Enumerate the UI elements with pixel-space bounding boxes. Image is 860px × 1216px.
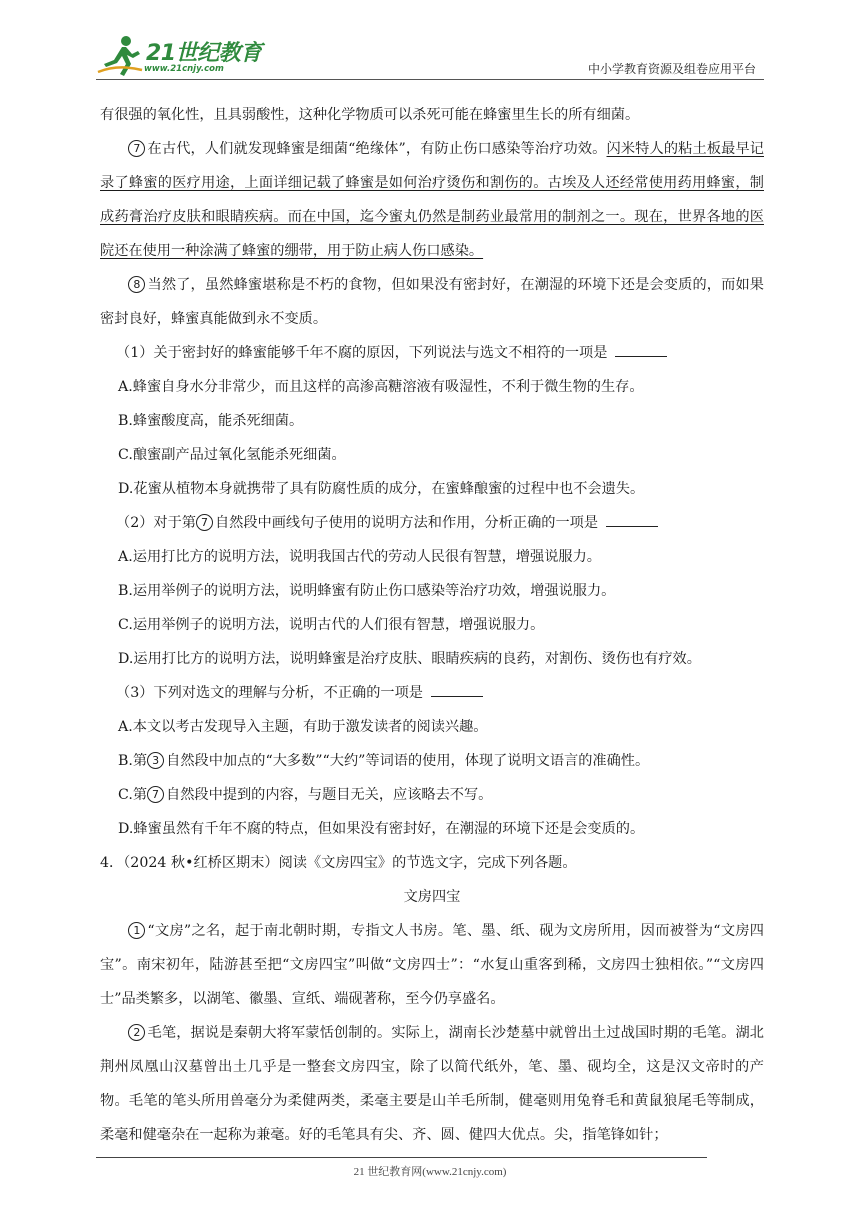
header-divider bbox=[96, 79, 764, 80]
option: D.花蜜从植物本身就携带了具有防腐性质的成分，在蜜蜂酿蜜的过程中也不会遗失。 bbox=[118, 481, 645, 497]
page-footer[interactable]: 21 世纪教育网(www.21cnjy.com) bbox=[353, 1166, 507, 1178]
option bbox=[100, 744, 764, 778]
question-2-text: （2）对于第 bbox=[116, 515, 196, 531]
logo-url: www.21cnjy.com bbox=[144, 64, 224, 74]
answer-blank[interactable] bbox=[431, 682, 483, 697]
option bbox=[100, 778, 764, 812]
option-prefix: C.第 bbox=[118, 787, 148, 803]
option: B.蜂蜜酸度高，能杀死细菌。 bbox=[118, 413, 304, 429]
question-3 bbox=[100, 676, 764, 710]
question-1 bbox=[100, 336, 764, 370]
question-3-text: （3）下列对选文的理解与分析，不正确的一项是 bbox=[116, 685, 423, 701]
circled-number: 7 bbox=[128, 140, 145, 157]
option-prefix: B.第 bbox=[118, 753, 148, 769]
platform-name: 中小学教育资源及组卷应用平台 bbox=[587, 62, 756, 76]
question-4-heading: 4．（2024 秋•红桥区期末）阅读《文房四宝》的节选文字，完成下列各题。 bbox=[100, 855, 577, 871]
passage-title: 文房四宝 bbox=[403, 889, 461, 905]
option: A.蜂蜜自身水分非常少，而且这样的高渗高糖溶液有吸湿性，不利于微生物的生存。 bbox=[118, 379, 644, 395]
circled-number: 1 bbox=[128, 922, 145, 939]
paragraph-2-text: 毛笔，据说是秦朝大将军蒙恬创制的。实际上，湖南长沙楚墓中就曾出土过战国时期的毛笔。湖北荆州凤凰山汉墓曾出土几乎是一整套文房四宝，除了以简代纸外，笔、墨、砚均全，这是汉文帝时的产物。毛笔的笔头所用兽毫分为柔健两类，柔毫主要是山羊毛所制，健毫则用兔脊毛和黄鼠狼尾毛等制成，柔毫和健毫杂在一起称为兼毫。好的毛笔具有尖、齐、圆、健四大优点。尖，指笔锋如针； bbox=[100, 1025, 764, 1143]
option: D.蜂蜜虽然有千年不腐的特点，但如果没有密封好，在潮湿的环境下还是会变质的。 bbox=[118, 821, 645, 837]
answer-blank[interactable] bbox=[615, 342, 667, 357]
footer-divider bbox=[96, 1157, 707, 1158]
paragraph-2 bbox=[100, 1016, 764, 1152]
option: B.运用举例子的说明方法，说明蜂蜜有防止伤口感染等治疗功效，增强说服力。 bbox=[118, 583, 616, 599]
option-text: 自然段中提到的内容，与题目无关，应该略去不写。 bbox=[166, 787, 493, 803]
paragraph-7 bbox=[100, 132, 764, 268]
site-logo[interactable] bbox=[96, 34, 266, 78]
runner-icon bbox=[96, 34, 148, 78]
paragraph-1 bbox=[100, 914, 764, 1016]
answer-blank[interactable] bbox=[606, 512, 658, 527]
question-1-text: （1）关于密封好的蜂蜜能够千年不腐的原因，下列说法与选文不相符的一项是 bbox=[116, 345, 608, 361]
paragraph-8 bbox=[100, 268, 764, 336]
question-2 bbox=[100, 506, 764, 540]
option: C.运用举例子的说明方法，说明古代的人们很有智慧，增强说服力。 bbox=[118, 617, 545, 633]
option: A.运用打比方的说明方法，说明我国古代的劳动人民很有智慧，增强说服力。 bbox=[118, 549, 601, 565]
option: C.酿蜜副产品过氧化氢能杀死细菌。 bbox=[118, 447, 346, 463]
underlined-sentences: 闪米特人的粘土板最早记录了蜂蜜的医疗用途，上面详细记载了蜂蜜是如何治疗烫伤和割伤的。古埃及人还经常使用药用蜂蜜，制成药膏治疗皮肤和眼睛疾病。而在中国，迄今蜜丸仍然是制药业最常用的制剂之一。现在，世界各地的医院还在使用一种涂满了蜂蜜的绷带，用于防止病人伤口感染。 bbox=[100, 141, 764, 259]
paragraph-7-text: 在古代，人们就发现蜂蜜是细菌“绝缘体”，有防止伤口感染等治疗功效。 bbox=[147, 141, 607, 157]
paragraph-8-text: 当然了，虽然蜂蜜堪称是不朽的食物，但如果没有密封好，在潮湿的环境下还是会变质的，而如果密封良好，蜂蜜真能做到永不变质。 bbox=[100, 277, 764, 327]
circled-number: 8 bbox=[128, 276, 145, 293]
logo-text: 21世纪教育 bbox=[146, 41, 262, 66]
option-text: 自然段中加点的“大多数”“大约”等词语的使用，体现了说明文语言的准确性。 bbox=[166, 753, 650, 769]
circled-number: 2 bbox=[128, 1024, 145, 1041]
paragraph-1-text: “文房”之名，起于南北朝时期，专指文人书房。笔、墨、纸、砚为文房所用，因而被誉为“文房四宝”。南宋初年，陆游甚至把“文房四宝”叫做“文房四士”：“水复山重客到稀，文房四士独相依。”“文房四士”品类繁多，以湖笔、徽墨、宣纸、端砚著称，至今仍享盛名。 bbox=[100, 923, 764, 1007]
circled-number: 3 bbox=[147, 752, 164, 769]
option: D.运用打比方的说明方法，说明蜂蜜是治疗皮肤、眼睛疾病的良药，对割伤、烫伤也有疗效。 bbox=[118, 651, 701, 667]
paragraph-continued: 有很强的氧化性，且具弱酸性，这种化学物质可以杀死可能在蜂蜜里生长的所有细菌。 bbox=[100, 107, 640, 123]
circled-number: 7 bbox=[196, 514, 213, 531]
page-header bbox=[96, 30, 764, 80]
option: A.本文以考古发现导入主题，有助于激发读者的阅读兴趣。 bbox=[118, 719, 488, 735]
circled-number: 7 bbox=[147, 786, 164, 803]
question-2-text-rest: 自然段中画线句子使用的说明方法和作用，分析正确的一项是 bbox=[214, 515, 599, 531]
document-body bbox=[100, 98, 764, 1152]
